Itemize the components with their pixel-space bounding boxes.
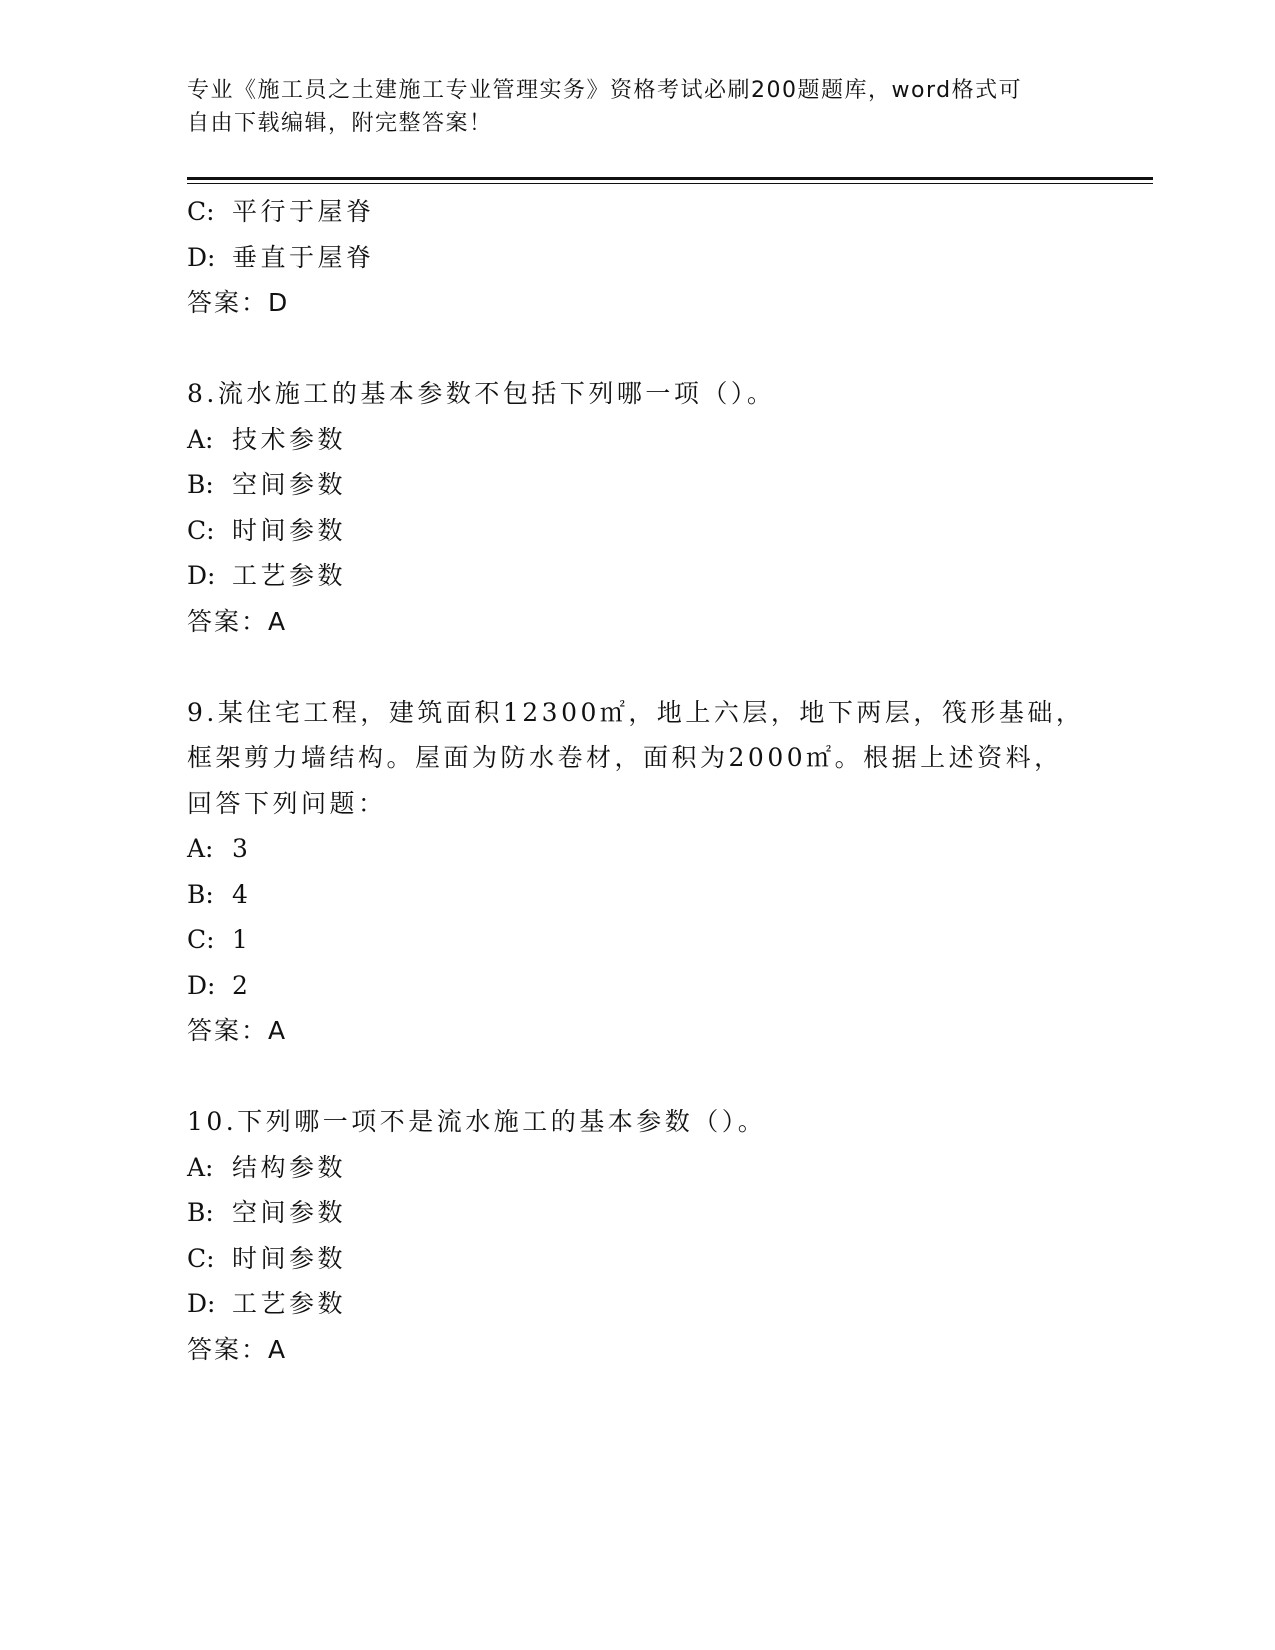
- answer-line: 答案：A: [187, 606, 288, 636]
- option-text: 空间参数: [232, 1198, 347, 1227]
- option-text: 平行于屋脊: [232, 197, 375, 226]
- spacer: [187, 326, 1087, 372]
- question-stem-line-3: 回答下列问题：: [187, 788, 387, 818]
- option-text: 工艺参数: [232, 561, 347, 590]
- option-label: A:: [187, 1152, 214, 1182]
- header-line-2: 自由下载编辑，附完整答案！: [187, 111, 493, 136]
- option-c: [187, 508, 1087, 554]
- option-label: C:: [187, 515, 215, 545]
- option-text: 3: [232, 834, 252, 863]
- option-b: [187, 462, 1087, 508]
- question-stem: 10.下列哪一项不是流水施工的基本参数（）。: [187, 1107, 767, 1136]
- header-rule-thick: [187, 177, 1153, 180]
- option-text: 空间参数: [232, 470, 347, 499]
- prev-question-tail: [187, 189, 1087, 326]
- option-text: 工艺参数: [232, 1289, 347, 1318]
- option-text: 技术参数: [232, 424, 347, 454]
- option-b: [187, 1190, 1087, 1236]
- question-stem-line-2: 框架剪力墙结构。屋面为防水卷材，面积为2000㎡。根据上述资料，: [187, 743, 1063, 772]
- option-a: [187, 417, 1087, 463]
- option-a: [187, 826, 1087, 872]
- option-c: [187, 189, 1087, 235]
- option-text: 时间参数: [232, 1243, 347, 1273]
- option-text: 时间参数: [232, 515, 347, 545]
- answer-line: 答案：D: [187, 288, 290, 317]
- option-label: D:: [187, 1289, 216, 1318]
- option-label: A:: [187, 834, 214, 863]
- option-text: 4: [232, 879, 252, 909]
- question-stem: 8.流水施工的基本参数不包括下列哪一项（）。: [187, 379, 776, 408]
- answer-line: 答案：A: [187, 1016, 288, 1045]
- option-label: B:: [187, 470, 214, 499]
- question-10: [187, 1099, 1087, 1372]
- spacer: [187, 1054, 1087, 1100]
- option-text: 2: [232, 970, 252, 1000]
- option-b: [187, 872, 1087, 918]
- document-body: [187, 189, 1087, 1372]
- option-label: C:: [187, 1243, 215, 1273]
- spacer: [187, 644, 1087, 690]
- option-label: A:: [187, 424, 214, 454]
- option-text: 垂直于屋脊: [232, 242, 375, 272]
- header-line-1: 专业《施工员之土建施工专业管理实务》资格考试必刷200题题库，word格式可: [187, 78, 1023, 103]
- question-stem-line-1: 9.某住宅工程，建筑面积12300㎡，地上六层，地下两层，筏形基础，: [187, 697, 1085, 727]
- option-label: B:: [187, 879, 214, 909]
- question-9: [187, 690, 1087, 1054]
- answer-line: 答案：A: [187, 1334, 288, 1364]
- option-label: D:: [187, 242, 216, 272]
- option-label: C:: [187, 197, 215, 226]
- option-c: [187, 917, 1087, 963]
- header-rule-thin: [187, 183, 1153, 184]
- option-text: 1: [232, 925, 252, 954]
- option-d: [187, 553, 1087, 599]
- option-label: C:: [187, 925, 215, 954]
- option-a: [187, 1145, 1087, 1191]
- option-c: [187, 1236, 1087, 1282]
- option-d: [187, 1281, 1087, 1327]
- question-8: [187, 371, 1087, 644]
- option-text: 结构参数: [232, 1152, 347, 1182]
- option-label: D:: [187, 561, 216, 590]
- option-label: D:: [187, 970, 216, 1000]
- document-header: [187, 74, 1077, 140]
- option-d: [187, 963, 1087, 1009]
- option-d: [187, 235, 1087, 281]
- option-label: B:: [187, 1198, 214, 1227]
